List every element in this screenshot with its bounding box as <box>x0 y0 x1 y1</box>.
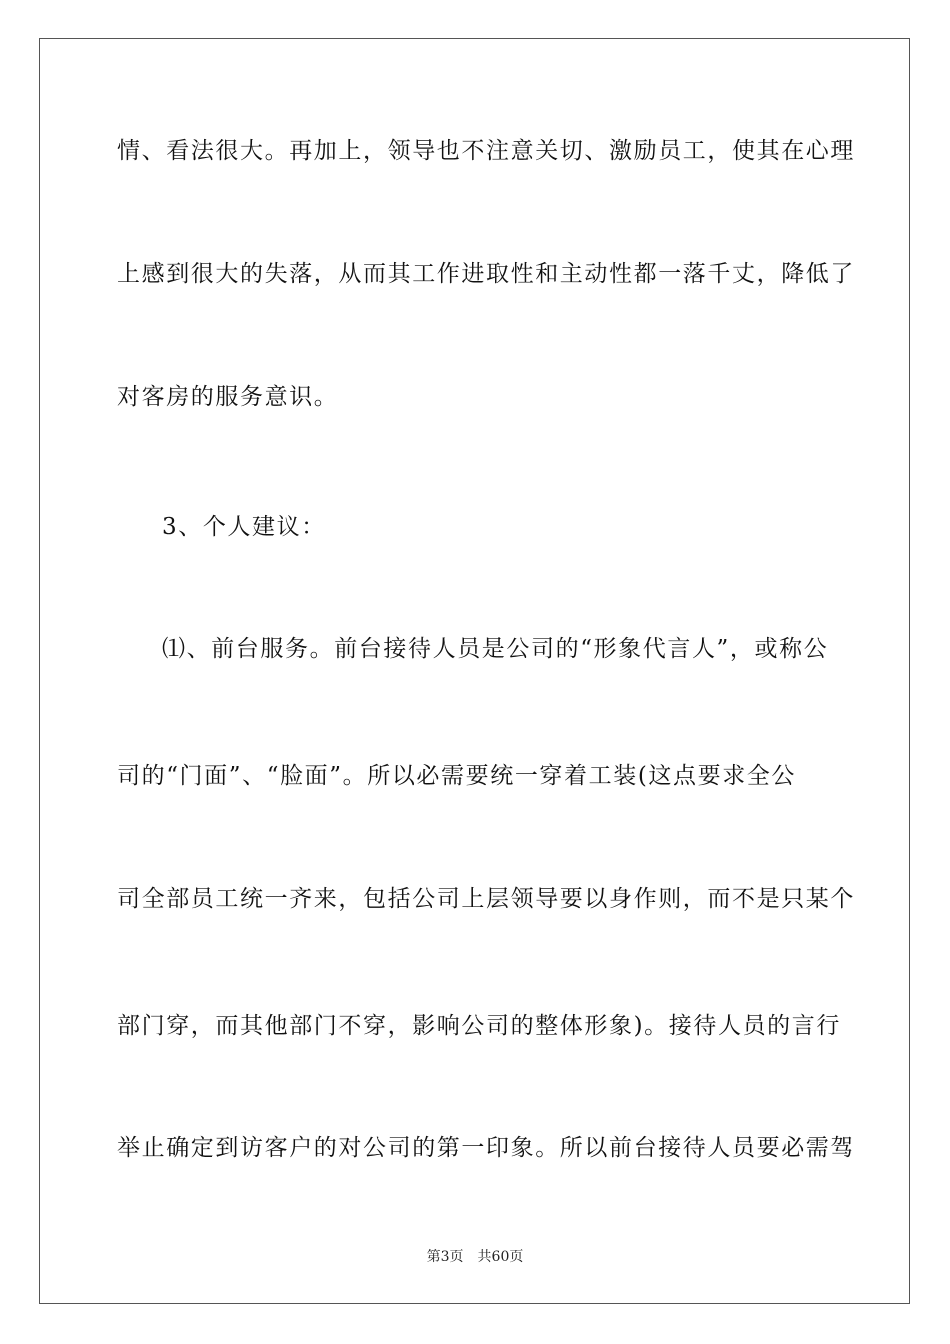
paragraph-line: 举止确定到访客户的对公司的第一印象。所以前台接待人员要必需驾 <box>117 1135 855 1161</box>
page-footer <box>0 1246 950 1266</box>
paragraph-line: 司全部员工统一齐来，包括公司上层领导要以身作则，而不是只某个 <box>117 886 855 912</box>
paragraph-line: 情、看法很大。再加上，领导也不注意关切、激励员工，使其在心理 <box>117 138 855 164</box>
page-number: 第3页 <box>426 1249 464 1265</box>
paragraph-line: ⑴、前台服务。前台接待人员是公司的“形象代言人”，或称公 <box>162 636 829 662</box>
page-border <box>39 38 910 1304</box>
paragraph-line: 司的“门面”、“脸面”。所以必需要统一穿着工装(这点要求全公 <box>117 763 797 789</box>
section-heading: 3、个人建议： <box>162 514 326 540</box>
page-total: 共60页 <box>477 1249 524 1265</box>
paragraph-line: 上感到很大的失落，从而其工作进取性和主动性都一落千丈，降低了 <box>117 261 855 287</box>
paragraph-line: 部门穿，而其他部门不穿，影响公司的整体形象)。接待人员的言行 <box>117 1013 841 1039</box>
paragraph-line: 对客房的服务意识。 <box>117 384 339 410</box>
